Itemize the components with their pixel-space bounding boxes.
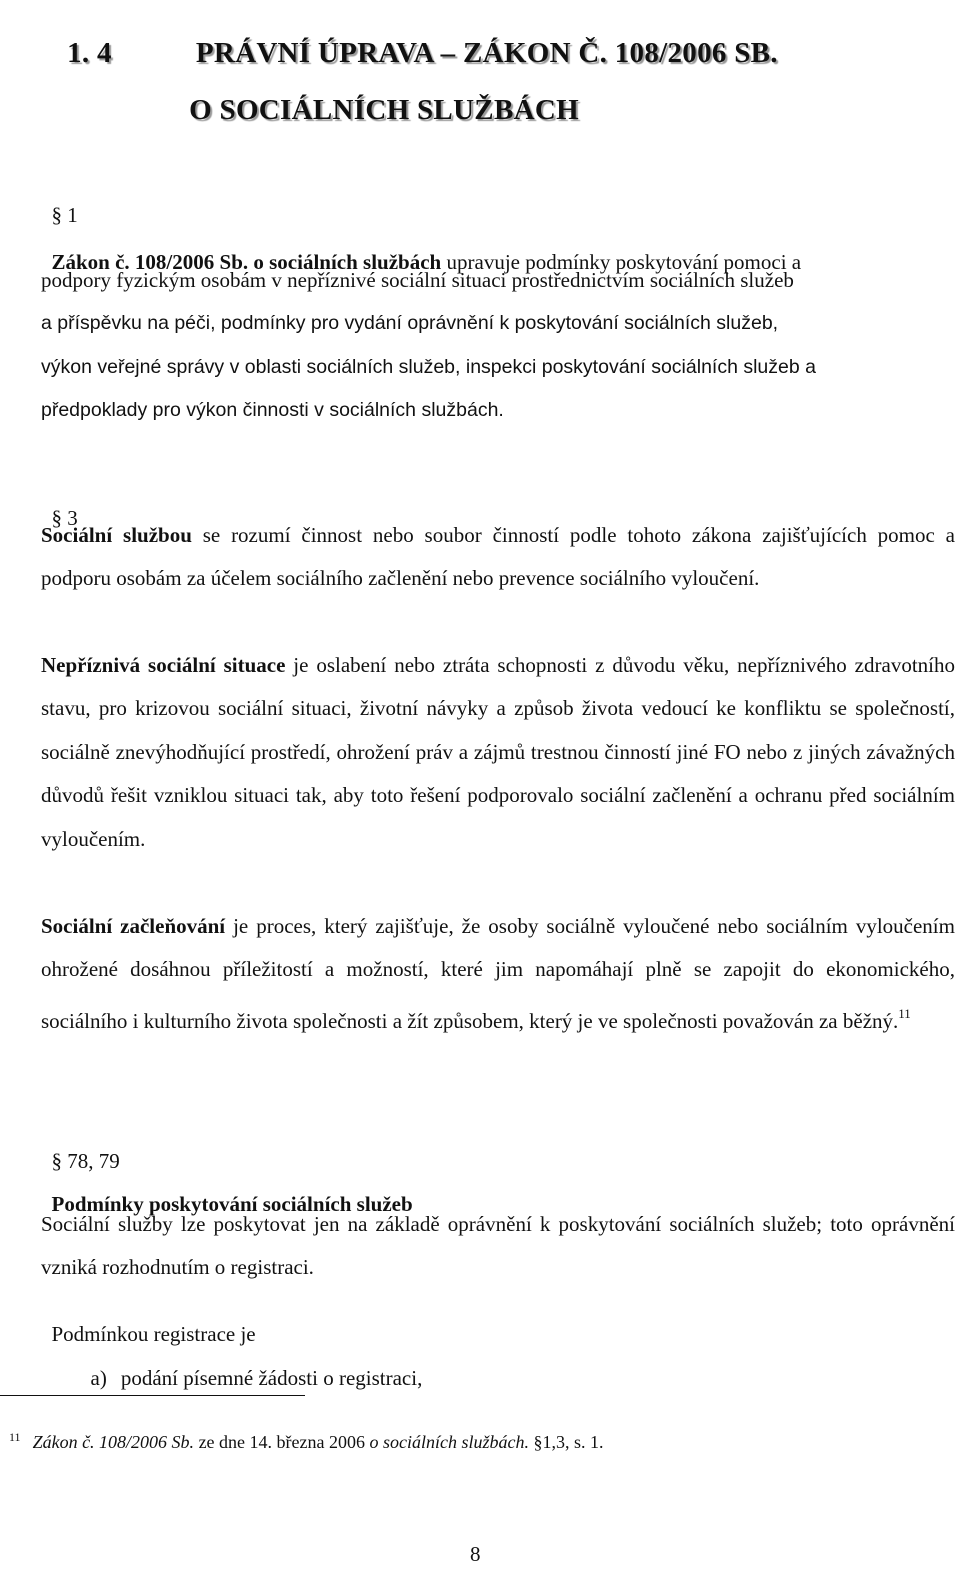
section-1-line1: Zákon č. 108/2006 Sb. o sociálních službách upravuje podmínky poskytování pomoci a — [51, 250, 802, 274]
list-item-text: podání písemné žádosti o registraci, — [120, 1366, 423, 1390]
section-symbol: § — [51, 203, 62, 227]
paragraph-registration: Sociální služby lze poskytovat jen na základě oprávnění k poskytování sociálních služeb; toto oprávnění vzniká rozhodnutím o registraci. — [41, 1212, 955, 1280]
section-number: 3 — [67, 506, 78, 530]
paragraph-social-service: Sociální službou se rozumí činnost nebo soubor činností podle tohoto zákona zajišťujících pomoc a podporu osobám za účelem sociálního začlenění nebo prevence sociálního vyloučení. — [41, 523, 955, 591]
list-item-label: a) — [90, 1366, 107, 1390]
chapter-heading-line2 — [174, 61, 579, 127]
term-bold: Sociální začleňování — [41, 914, 226, 938]
section-78-title: Podmínky poskytování sociálních služeb — [51, 1192, 413, 1216]
registration-condition-intro: Podmínkou registrace je — [51, 1322, 256, 1346]
page-number: 8 — [470, 1542, 481, 1566]
paragraph-social-inclusion: Sociální začleňování je proces, který zajišťuje, že osoby sociálně vyloučené nebo sociálním vyloučením ohrožené dosáhnou příležitostí a možností, které jim napomáhají plně se zapojit do ekonomického, sociálního i kulturního života společnosti a žít způsobem, který je ve společnosti považován za běžný.$^{11}$ — [41, 914, 955, 1033]
section-number: 1 — [67, 203, 78, 227]
section-1-line3: a příspěvku na péči, podmínky pro vydání oprávnění k poskytování sociálních služeb, — [41, 312, 779, 334]
footnote: $^{11}$ Zákon č. 108/2006 Sb. ze dne 14. března 2006 o sociálních službách. §1,3, s. 1. — [9, 1430, 604, 1452]
footnote-number: 11 — [9, 1430, 21, 1444]
chapter-title-line2: O SOCIÁLNÍCH SLUŽBÁCH — [189, 94, 579, 126]
paragraph-adverse-situation: Nepříznivá sociální situace je oslabení nebo ztráta schopnosti z důvodu věku, nepříznivého zdravotního stavu, pro krizovou sociální situaci, životní návyky a způsob života vedoucí ke konfliktu se společností, sociálně znevýhodňující prostředí, ohrožení práv a zájmů trestnou činností jiné FO nebo z jiných závažných důvodů řešit vzniklou situaci tak, aby toto řešení podporovalo sociální začlenění a ochranu před sociálním vyloučením. — [41, 653, 955, 851]
list-item-a — [80, 1341, 422, 1391]
footnote-divider — [0, 1395, 305, 1396]
section-1-marker — [41, 178, 78, 228]
section-1-line2: podpory fyzickým osobám v nepříznivé sociální situaci prostřednictvím sociálních služeb — [41, 268, 794, 292]
section-1-line4: výkon veřejné správy v oblasti sociálních služeb, inspekci poskytování sociálních služeb a — [41, 356, 816, 378]
footnote-reference[interactable]: 11 — [898, 1005, 911, 1021]
term-bold: Sociální službou — [41, 523, 192, 547]
section-number: 78, 79 — [67, 1149, 120, 1173]
section-1-line5: předpoklady pro výkon činnosti v sociálních službách. — [41, 399, 504, 421]
term-bold: Nepříznivá sociální situace — [41, 653, 286, 677]
section-symbol: § — [51, 506, 62, 530]
chapter-title-line1: PRÁVNÍ ÚPRAVA – ZÁKON Č. 108/2006 SB. — [195, 37, 778, 69]
section-symbol: § — [51, 1149, 62, 1173]
law-title-bold: Zákon č. 108/2006 Sb. o sociálních službách — [51, 250, 442, 274]
chapter-number: 1. 4 — [67, 37, 112, 69]
